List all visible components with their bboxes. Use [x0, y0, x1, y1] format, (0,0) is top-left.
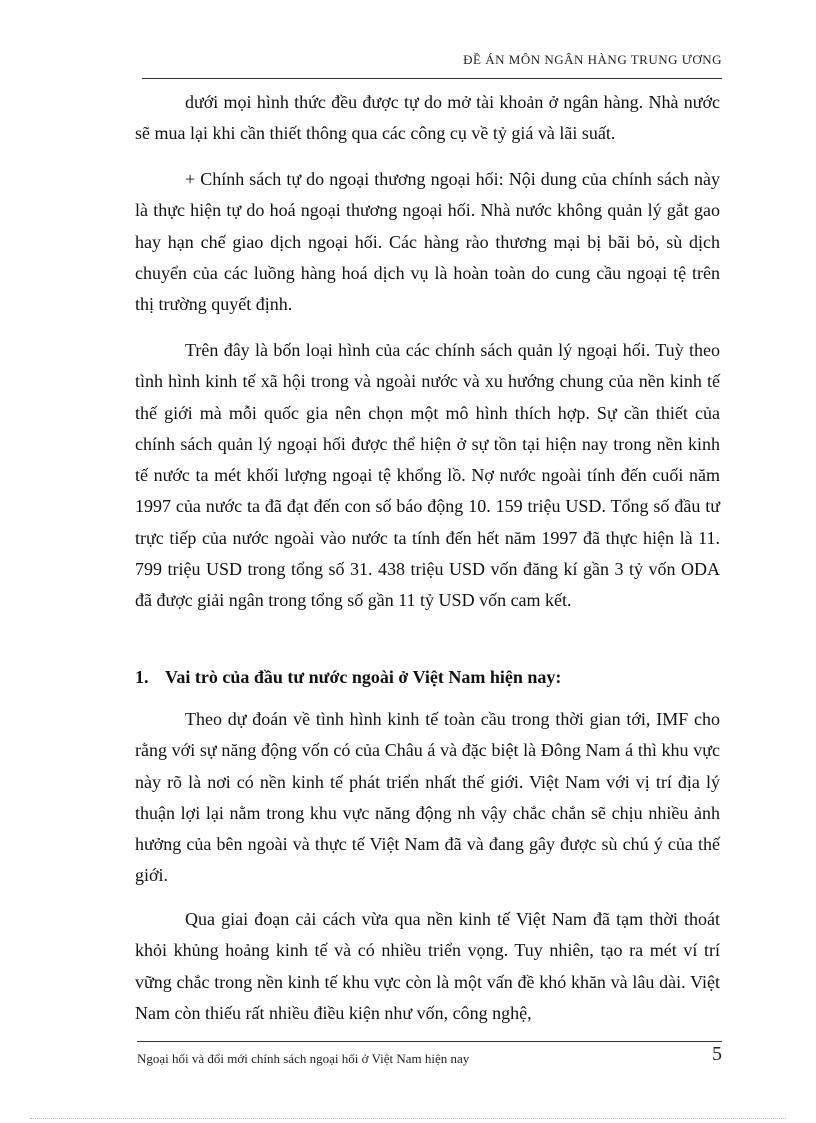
running-footer: Ngoại hối và đổi mới chính sách ngoại hối ở Việt Nam hiện nay: [137, 1051, 470, 1066]
paragraph-2-text: + Chính sách tự do ngoại thương ngoại hối: Nội dung của chính sách này là thực hiện tự do hoá ngoại thương ngoại hối. Nhà nước không quản lý gắt gao hay hạn chế giao dịch ngoại hối. Các hàng rào thương mại bị bãi bỏ, sù dịch chuyển của các luồng hàng hoá dịch vụ là hoàn toàn do cung cầu ngoại tệ trên thị trường quyết định.: [135, 169, 720, 315]
paragraph-4-text: Theo dự đoán về tình hình kinh tế toàn cầu trong thời gian tới, IMF cho rằng với sự năng động vốn có của Châu á và đặc biệt là Đông Nam á thì khu vực này rõ là nơi có nền kinh tế phát triển nhất thế giới. Việt Nam với vị trí địa lý thuận lợi lại nằm trong khu vực năng động nh vậy chắc chắn sẽ chịu nhiều ảnh hưởng của bên ngoài và thực tế Việt Nam đã và đang gây được sù chú ý của thế giới.: [135, 709, 720, 886]
running-header: ĐỀ ÁN MÔN NGÂN HÀNG TRUNG ƯƠNG: [463, 52, 722, 67]
paragraph-3-text: Trên đây là bốn loại hình của các chính sách quản lý ngoại hối. Tuỳ theo tình hình kinh tế xã hội trong và ngoài nước và xu hướng chung của nền kinh tế thế giới mà mỗi quốc gia nên chọn một mô hình thích hợp. Sự cần thiết của chính sách quản lý ngoại hối được thể hiện ở sự tồn tại hiện nay trong nền kinh tế nước ta mét khối lượng ngoại tệ khổng lồ. Nợ nước ngoài tính đến cuối năm 1997 của nước ta đã đạt đến con số báo động 10. 159 triệu USD. Tổng số đầu tư trực tiếp của nước ngoài vào nước ta tính đến hết năm 1997 đã thực hiện là 11. 799 triệu USD trong tổng số 31. 438 triệu USD vốn đăng kí gần 3 tỷ vốn ODA đã được giải ngân trong tổng số gần 11 tỷ USD vốn cam kết.: [135, 340, 720, 611]
paragraph-1: [135, 87, 720, 150]
section-title: Vai trò của đầu tư nước ngoài ở Việt Nam hiện nay:: [165, 667, 562, 687]
paragraph-1-text: dưới mọi hình thức đều được tự do mở tài khoản ở ngân hàng. Nhà nước sẽ mua lại khi cần thiết thông qua các công cụ về tỷ giá và lãi suất.: [135, 92, 720, 144]
section-heading: [135, 662, 720, 693]
header-divider: [142, 78, 722, 79]
footer-divider: [137, 1041, 722, 1042]
paragraph-4: [135, 704, 720, 892]
section-number: 1.: [135, 667, 149, 687]
paragraph-5-text: Qua giai đoạn cải cách vừa qua nền kinh tế Việt Nam đã tạm thời thoát khỏi khủng hoảng kinh tế và có nhiều triển vọng. Tuy nhiên, tạo ra mét ví trí vững chắc trong nền kinh tế khu vực còn là một vấn đề khó khăn và lâu dài. Việt Nam còn thiếu rất nhiều điều kiện như vốn, công nghệ,: [135, 909, 720, 1023]
paragraph-2: [135, 164, 720, 320]
paragraph-3: [135, 335, 720, 617]
paragraph-5: [135, 904, 720, 1029]
page-edge-dotted-line: [30, 1118, 786, 1119]
page-number: 5: [712, 1043, 722, 1065]
